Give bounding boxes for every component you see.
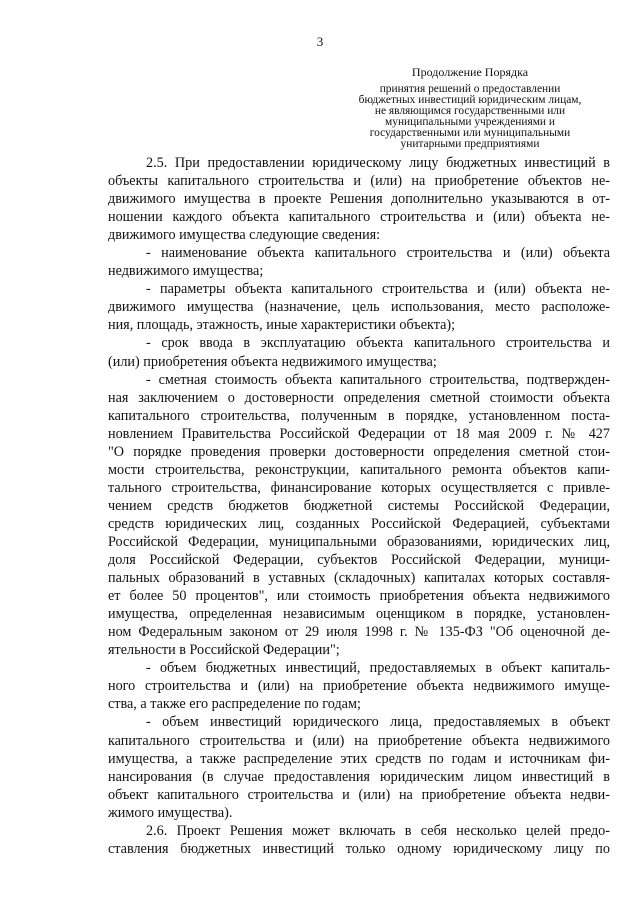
text-line: капитального строительства и (или) на приобретение объекта недвижимого [108,732,610,749]
text-line: 2.5. При предоставлении юридическому лицу бюджетных инвестиций в [146,155,610,171]
text-line: - объем инвестиций юридического лица, предоставляемых в объект [146,714,610,731]
text-line: (или) приобретения объекта недвижимого имущества; [108,353,437,370]
text-line: ного строительства и (или) на приобретение объекта недвижимого имуще- [108,678,610,695]
text-line: объекты капитального строительства и (или) на приобретение объектов не- [108,173,610,190]
text-line: нансирования (в случае предоставления юридическим лицом инвестиций в [108,768,610,785]
text-line: жимого имущества). [108,804,233,821]
text-line: - объем бюджетных инвестиций, предоставляемых в объект капиталь- [146,660,610,677]
text-line: имущества, определенная независимым оценщиком в порядке, установлен- [108,606,610,623]
text-line: недвижимого имущества; [108,263,264,280]
header-line: государственными или муниципальными [369,127,571,139]
text-line: объект капитального строительства и (или) на приобретение объекта недви- [108,786,610,803]
text-line: ет более 50 процентов", или стоимость приобретения объекта недвижимого [108,588,610,605]
text-line: - параметры объекта капитального строительства и (или) объекта не- [146,281,610,298]
text-line: - сметная стоимость объекта капитального строительства, подтвержден- [146,371,610,388]
header-line: бюджетных инвестиций юридическим лицам, [358,94,582,106]
text-line: средств юридических лиц, созданных Российской Федерацией, субъектами [108,515,610,532]
text-line: движимого имущества следующие сведения: [108,227,381,244]
text-line: ном Федеральным законом от 29 июля 1998 г. № 135-ФЗ "Об оценочной де- [108,624,610,641]
text-line: новлением Правительства Российской Федерации от 18 мая 2009 г. № 427 [108,425,610,442]
text-line: мости строительства, реконструкции, капитального ремонта объектов капи- [108,461,610,478]
text-line: ная заключением о достоверности определения сметной стоимости объекта [108,389,610,406]
header-title: Продолжение Порядка [411,65,529,79]
text-line: ятельности в Российской Федерации"; [108,642,340,659]
header-line: принятия решений о предоставлении [379,83,561,95]
text-line: "О порядке проведения проверки достоверности определения сметной стои- [108,443,610,460]
text-line: чением средств бюджетов бюджетной системы Российской Федерации, [108,497,610,514]
text-line: пальных образований в уставных (складочных) капиталах которых составля- [108,570,610,587]
text-line: - срок ввода в эксплуатацию объекта капитального строительства и [146,335,610,352]
text-line: тального строительства, финансирование которых осуществляется с привле- [108,479,610,496]
header-line: унитарными предприятиями [400,138,540,150]
page-number: 3 [316,34,324,49]
text-line: ния, площадь, этажность, иные характеристики объекта); [108,317,456,334]
text-line: - наименование объекта капитального строительства и (или) объекта [146,245,610,262]
header-line: муниципальными учреждениями и [385,116,555,128]
header-line: не являющимся государственными или [374,105,566,117]
text-line: 2.6. Проект Решения может включать в себя несколько целей предо- [146,822,610,839]
header-block [340,66,600,150]
text-line: ношении каждого объекта капитального строительства и (или) объекта не- [108,209,610,226]
text-line: ства, а также его распределение по годам; [108,696,361,713]
text-line: капитального строительства, полученным в порядке, установленном поста- [108,407,610,424]
text-line: движимого имущества в проекте Решения дополнительно указываются в от- [108,191,610,208]
text-line: ставления бюджетных инвестиций только одному юридическому лицу по [108,840,610,857]
text-line: доля Российской Федерации, субъектов Российской Федерации, муници- [108,552,610,569]
text-line: движимого имущества (назначение, цель использования, место расположе- [108,299,610,316]
text-line: имущества, а также распределение этих средств по годам и источникам фи- [108,750,610,767]
body-text [108,154,610,858]
text-line: Российской Федерации, муниципальными образованиями, юридических лиц, [108,533,610,550]
